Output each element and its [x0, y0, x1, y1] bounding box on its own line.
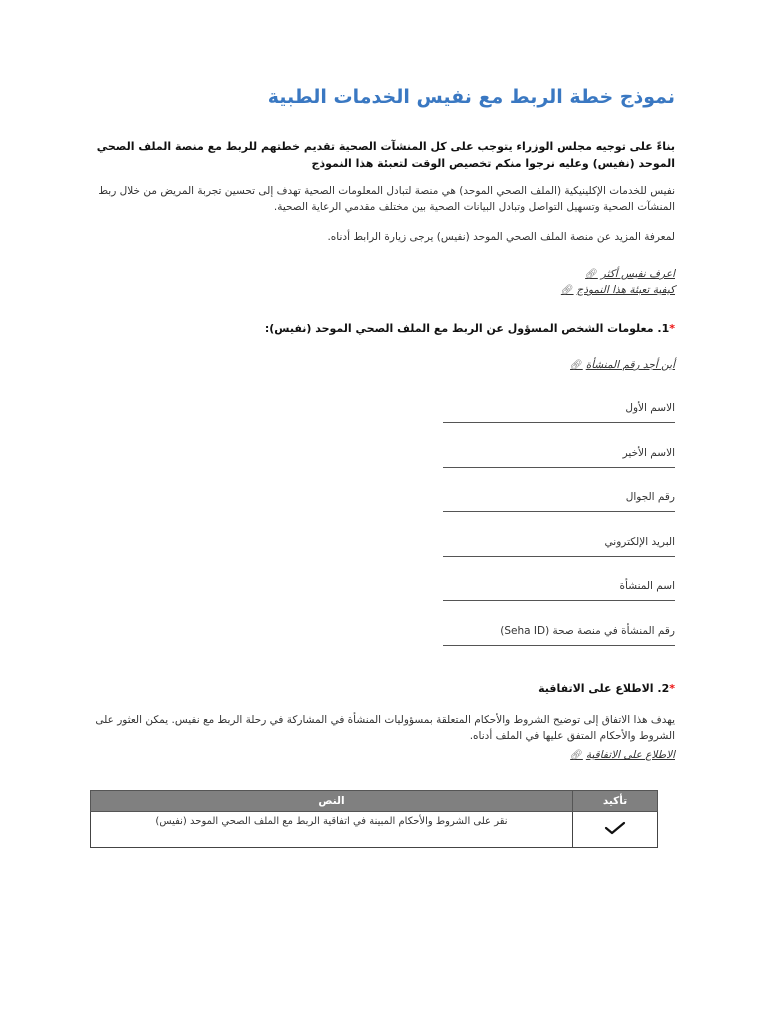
last-name-field[interactable]: [443, 445, 675, 468]
first-name-input-line[interactable]: [443, 422, 675, 423]
facility-name-label: اسم المنشأة: [619, 580, 675, 592]
section-1-heading: [265, 322, 675, 335]
section-2-title: 2. الاطلاع على الاتفاقية: [538, 682, 670, 695]
seha-id-field[interactable]: [443, 623, 675, 646]
header-confirm: تأكيد: [573, 791, 658, 812]
last-name-input-line[interactable]: [443, 467, 675, 468]
checkmark-icon[interactable]: [604, 821, 626, 838]
first-name-label: الاسم الأول: [625, 402, 675, 414]
required-star: *: [669, 682, 675, 695]
view-agreement-link[interactable]: [570, 749, 675, 761]
email-field[interactable]: [443, 534, 675, 557]
header-text: النص: [91, 791, 573, 812]
how-to-fill-link[interactable]: [561, 284, 675, 296]
seha-id-input-line[interactable]: [443, 645, 675, 646]
view-agreement-label: الاطلاع على الاتفاقية: [585, 749, 675, 761]
page-title: نموذج خطة الربط مع نفيس الخدمات الطبية: [267, 86, 675, 108]
learn-more-label: اعرف نفيس أكثر: [600, 268, 675, 280]
section-2-heading: [538, 682, 675, 695]
required-star: *: [669, 322, 675, 335]
last-name-label: الاسم الأخير: [622, 447, 675, 459]
table-header-row: [91, 791, 658, 812]
agreement-table: [90, 790, 658, 848]
paperclip-icon: 🔗︎: [570, 359, 583, 371]
how-to-fill-link-row: [561, 278, 675, 297]
seha-id-label: رقم المنشأة في منصة صحة (Seha ID): [500, 625, 675, 637]
intro-notice: بناءً على توجيه مجلس الوزراء يتوجب على كل المنشآت الصحية تقديم خطتهم للربط مع منصة الملف الصحي الموحد (نفيس) وعليه نرجوا منكم تخصيص الوقت لتعبئة هذا النموذج: [96, 140, 675, 170]
paperclip-icon: 🔗︎: [560, 284, 574, 296]
agreement-text-cell: نقر على الشروط والأحكام المبينة في اتفاقية الربط مع الملف الصحي الموحد (نفيس): [91, 812, 573, 848]
confirm-checkbox-cell[interactable]: [573, 812, 658, 848]
intro-paragraph: نفيس للخدمات الإكلينيكية (الملف الصحي الموحد) هي منصة لتبادل المعلومات الصحية تهدف إلى تحسين تجربة المريض من خلال ربط المنشآت الصحية وتسهيل التواصل وتبادل البيانات الصحية بين مختلف مقدمي الرعاية الصحية.: [98, 185, 675, 213]
facility-name-field[interactable]: [443, 578, 675, 601]
email-input-line[interactable]: [443, 556, 675, 557]
mobile-field[interactable]: [443, 489, 675, 512]
agreement-paragraph: يهدف هذا الاتفاق إلى توضيح الشروط والأحكام المتعلقة بمسؤوليات المنشأة في المشاركة في رحلة الربط مع نفيس. يمكن العثور على الشروط والأحكام المتفق عليها في الملف أدناه.: [95, 714, 675, 742]
more-info-paragraph: لمعرفة المزيد عن منصة الملف الصحي الموحد (نفيس) يرجى زيارة الرابط أدناه.: [327, 231, 675, 243]
find-facility-number-label: أين أجد رقم المنشأة: [585, 359, 675, 371]
mobile-label: رقم الجوال: [625, 491, 675, 503]
view-agreement-link-row: [570, 743, 675, 762]
paperclip-icon: 🔗︎: [585, 268, 598, 280]
how-to-fill-label: كيفية تعبئة هذا النموذج: [576, 284, 675, 296]
email-label: البريد الإلكتروني: [604, 536, 675, 548]
first-name-field[interactable]: [443, 400, 675, 423]
paperclip-icon: 🔗︎: [570, 749, 583, 761]
mobile-input-line[interactable]: [443, 511, 675, 512]
facility-name-input-line[interactable]: [443, 600, 675, 601]
table-row: [91, 812, 658, 848]
find-facility-number-link[interactable]: [570, 359, 675, 371]
facility-number-link-row: [570, 353, 675, 372]
section-1-title: 1. معلومات الشخص المسؤول عن الربط مع الملف الصحي الموحد (نفيس):: [264, 322, 670, 335]
